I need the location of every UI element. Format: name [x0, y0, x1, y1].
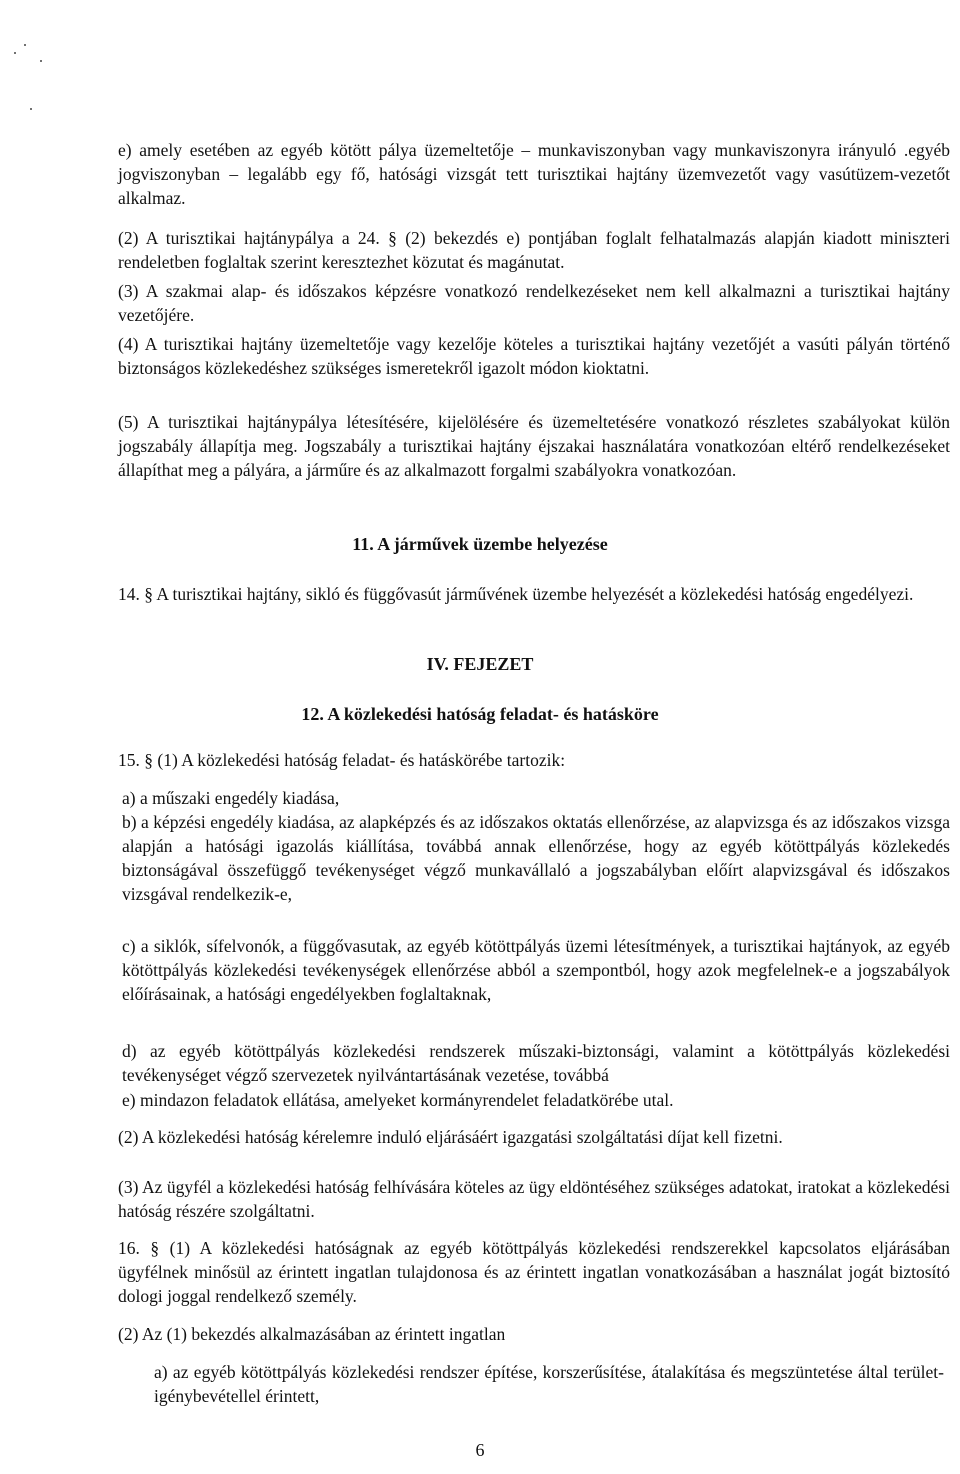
paragraph-13-5: (5) A turisztikai hajtánypálya létesítésére, kijelölésére és üzemeltetésére vonatkozó részletes szabályokat külön jogszabály állapítja meg. Jogszabály a turisztikai hajtány éjszakai használatára vonatkozóan eltérő rendelkezéseket állapíthat meg a pályára, a járműre és az alkalmazott forgalmi szabályokra vonatkozóan.	[118, 412, 950, 480]
list-item-c: c) a siklók, sífelvonók, a függővasutak, az egyéb kötöttpályás üzemi létesítmények, a turisztikai hajtányok, az egyéb kötöttpályás közlekedési tevékenységek ellenőrzése abból a szempontból, hogy azok megfelelnek-e a jogszabályok előírásainak, a hatósági engedélyekben foglaltaknak,	[122, 936, 950, 1004]
paragraph-13-2: (2) A turisztikai hajtánypálya a 24. § (2) bekezdés e) pontjában foglalt felhatalmazás alapján kiadott miniszteri rendeletben foglaltak szerint keresztezhet közutat és magánutat.	[118, 228, 950, 272]
list-item-a: a) a műszaki engedély kiadása,	[122, 788, 340, 808]
paragraph-16-1: 16. § (1) A közlekedési hatóságnak az egyéb kötöttpályás közlekedési rendszerekkel kapcsolatos eljárásában ügyfélnek minősül az érintett ingatlan tulajdonosa és az érintett ingatlan vonatkozásában a használat jogát biztosító dologi joggal rendelkező személy.	[118, 1238, 950, 1306]
paragraph-13-1-e: e) amely esetében az egyéb kötött pálya üzemeltetője – munkaviszonyban vagy munkaviszonyra irányuló .egyéb jogviszonyban – legalább egy fő, hatósági vizsgát tett turisztikai hajtány üzemvezetőt vagy vasútüzem-vezetőt alkalmaz.	[118, 140, 950, 208]
scan-speck	[14, 52, 16, 54]
paragraph-13-4: (4) A turisztikai hajtány üzemeltetője vagy kezelője köteles a turisztikai hajtány vezetőjét a vasúti pályán történő biztonságos közlekedéshez szükséges ismeretekről igazolt módon kioktatni.	[118, 334, 950, 378]
paragraph-15-1: 15. § (1) A közlekedési hatóság feladat- és hatáskörébe tartozik:	[118, 750, 566, 770]
paragraph-16-2: (2) Az (1) bekezdés alkalmazásában az érintett ingatlan	[118, 1324, 506, 1344]
list-item-d: d) az egyéb kötöttpályás közlekedési rendszerek műszaki-biztonsági, valamint a kötöttpályás közlekedési tevékenységet végző szervezetek nyilvántartásának vezetése, továbbá	[122, 1041, 950, 1085]
scan-speck	[30, 108, 32, 110]
paragraph-15-3: (3) Az ügyfél a közlekedési hatóság felhívására köteles az ügy eldöntéséhez szükséges adatokat, iratokat a közlekedési hatóság részére szolgáltatni.	[118, 1177, 950, 1221]
list-item-b: b) a képzési engedély kiadása, az alapképzés és az időszakos oktatás ellenőrzése, az alapvizsga és az időszakos vizsga alapján a hatósági igazolás kiállítása, továbbá annak ellenőrzése, hogy az egyéb kötöttpályás közlekedés biztonságával összefüggő tevékenységet végző munkavállaló a jogszabályban előírt alapvizsgával és időszakos vizsgával rendelkezik-e,	[122, 812, 950, 904]
section-heading-12: 12. A közlekedési hatóság feladat- és hatásköre	[301, 704, 659, 724]
section-heading-11: 11. A járművek üzembe helyezése	[352, 534, 608, 554]
paragraph-14: 14. § A turisztikai hajtány, sikló és függővasút járművének üzembe helyezését a közlekedési hatóság engedélyezi.	[118, 584, 914, 604]
page-number: 6	[475, 1440, 485, 1460]
paragraph-13-3: (3) A szakmai alap- és időszakos képzésre vonatkozó rendelkezéseket nem kell alkalmazni a turisztikai hajtány vezetőjére.	[118, 281, 950, 325]
list-item-e: e) mindazon feladatok ellátása, amelyeket kormányrendelet feladatkörébe utal.	[122, 1090, 674, 1110]
scan-speck	[40, 60, 42, 62]
paragraph-15-2: (2) A közlekedési hatóság kérelemre induló eljárásáért igazgatási szolgáltatási díjat kell fizetni.	[118, 1127, 783, 1147]
chapter-heading: IV. FEJEZET	[426, 654, 534, 674]
scan-speck	[24, 44, 26, 46]
list-item-16-a: a) az egyéb kötöttpályás közlekedési rendszer építése, korszerűsítése, átalakítása és megszüntetése által terület-igénybevétellel érintett,	[154, 1362, 944, 1406]
